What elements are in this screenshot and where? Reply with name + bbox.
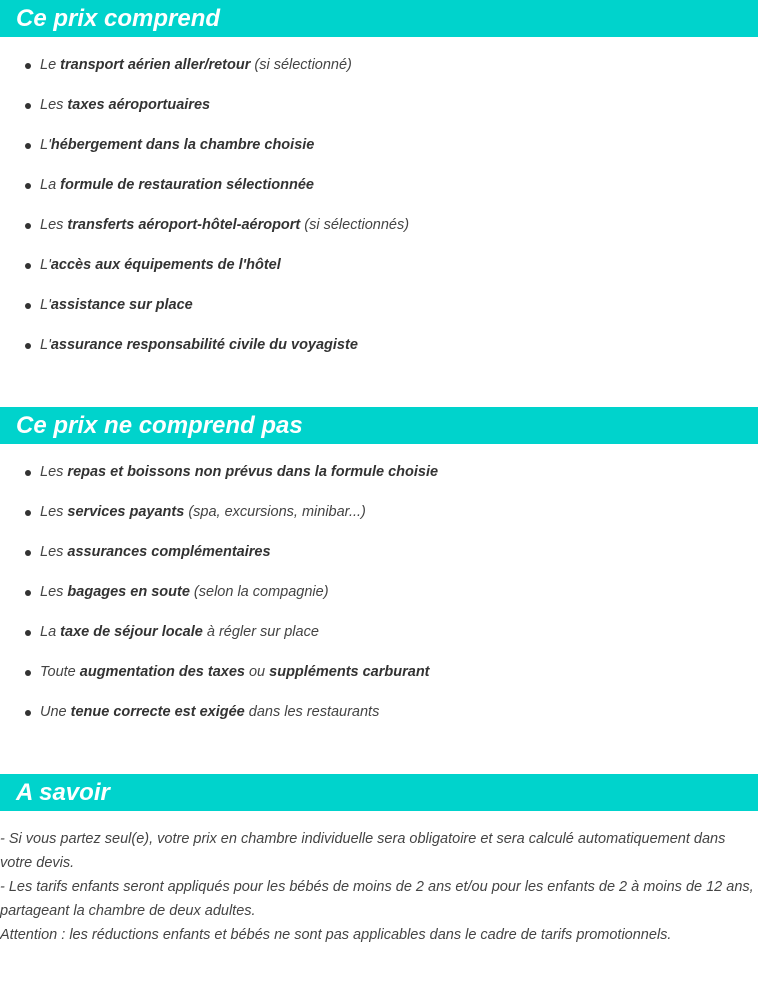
item-suffix: à régler sur place — [202, 624, 319, 640]
list-item — [0, 622, 758, 662]
item-prefix: La — [40, 177, 61, 193]
list-item — [0, 55, 758, 95]
item-highlight: repas et boissons non prévus dans la formule choisie — [67, 464, 439, 480]
item-prefix: Les — [40, 464, 68, 480]
item-prefix: L' — [40, 297, 51, 313]
item-prefix: L' — [40, 257, 51, 273]
item-suffix: (selon la compagnie) — [189, 584, 329, 600]
info-line-solo-traveler: - Si vous partez seul(e), votre prix en chambre individuelle sera obligatoire et sera calculé automatiquement dans votre devis. — [0, 831, 726, 871]
bullet-icon — [25, 630, 31, 636]
item-connector: ou — [244, 664, 270, 680]
item-highlight: taxes aéroportuaires — [67, 97, 211, 113]
list-item — [0, 135, 758, 175]
item-highlight: assistance sur place — [50, 297, 193, 313]
item-highlight: hébergement dans la chambre choisie — [50, 137, 315, 153]
item-prefix: L' — [40, 337, 51, 353]
excluded-list — [0, 462, 758, 742]
list-item — [0, 462, 758, 502]
bullet-icon — [25, 710, 31, 716]
list-item — [0, 542, 758, 582]
bullet-icon — [25, 223, 31, 229]
included-list — [0, 55, 758, 375]
item-suffix: dans les restaurants — [244, 704, 380, 720]
list-item — [0, 502, 758, 542]
list-item — [0, 95, 758, 135]
list-item — [0, 215, 758, 255]
list-item — [0, 175, 758, 215]
list-item — [0, 335, 758, 375]
item-highlight: transport aérien aller/retour — [60, 57, 251, 73]
item-prefix: Les — [40, 544, 68, 560]
excluded-section-title: Ce prix ne comprend pas — [0, 407, 758, 444]
item-highlight: formule de restauration sélectionnée — [60, 177, 314, 193]
item-prefix: Toute — [40, 664, 80, 680]
included-section-title: Ce prix comprend — [0, 0, 758, 37]
item-highlight: transferts aéroport-hôtel-aéroport — [67, 217, 301, 233]
item-prefix: L' — [40, 137, 51, 153]
bullet-icon — [25, 183, 31, 189]
list-item — [0, 582, 758, 622]
list-item — [0, 702, 758, 742]
item-highlight: augmentation des taxes — [79, 664, 245, 680]
info-notes — [0, 827, 758, 947]
item-highlight: tenue correcte est exigée — [70, 704, 245, 720]
item-prefix: Les — [40, 504, 68, 520]
item-suffix: (si sélectionnés) — [300, 217, 410, 233]
bullet-icon — [25, 590, 31, 596]
info-section-title: A savoir — [0, 774, 758, 811]
item-highlight-secondary: suppléments carburant — [269, 664, 430, 680]
item-highlight: assurance responsabilité civile du voyagiste — [50, 337, 358, 353]
bullet-icon — [25, 470, 31, 476]
bullet-icon — [25, 63, 31, 69]
item-prefix: Le — [40, 57, 61, 73]
item-suffix: (si sélectionné) — [250, 57, 352, 73]
list-item — [0, 662, 758, 702]
item-highlight: accès aux équipements de l'hôtel — [50, 257, 281, 273]
item-highlight: assurances complémentaires — [67, 544, 271, 560]
bullet-icon — [25, 143, 31, 149]
list-item — [0, 295, 758, 335]
info-line-child-rates: - Les tarifs enfants seront appliqués pour les bébés de moins de 2 ans et/ou pour les enfants de 2 à moins de 12 ans, partageant la chambre de deux adultes. — [0, 879, 754, 919]
list-item — [0, 255, 758, 295]
bullet-icon — [25, 263, 31, 269]
item-prefix: Les — [40, 97, 68, 113]
bullet-icon — [25, 550, 31, 556]
bullet-icon — [25, 103, 31, 109]
bullet-icon — [25, 343, 31, 349]
item-highlight: services payants — [67, 504, 185, 520]
bullet-icon — [25, 670, 31, 676]
item-highlight: taxe de séjour locale — [60, 624, 203, 640]
bullet-icon — [25, 303, 31, 309]
item-prefix: Les — [40, 584, 68, 600]
info-line-attention: Attention : les réductions enfants et bébés ne sont pas applicables dans le cadre de tarifs promotionnels. — [0, 927, 672, 943]
item-highlight: bagages en soute — [67, 584, 190, 600]
bullet-icon — [25, 510, 31, 516]
item-prefix: Une — [40, 704, 71, 720]
item-suffix: (spa, excursions, minibar...) — [184, 504, 366, 520]
item-prefix: La — [40, 624, 61, 640]
item-prefix: Les — [40, 217, 68, 233]
